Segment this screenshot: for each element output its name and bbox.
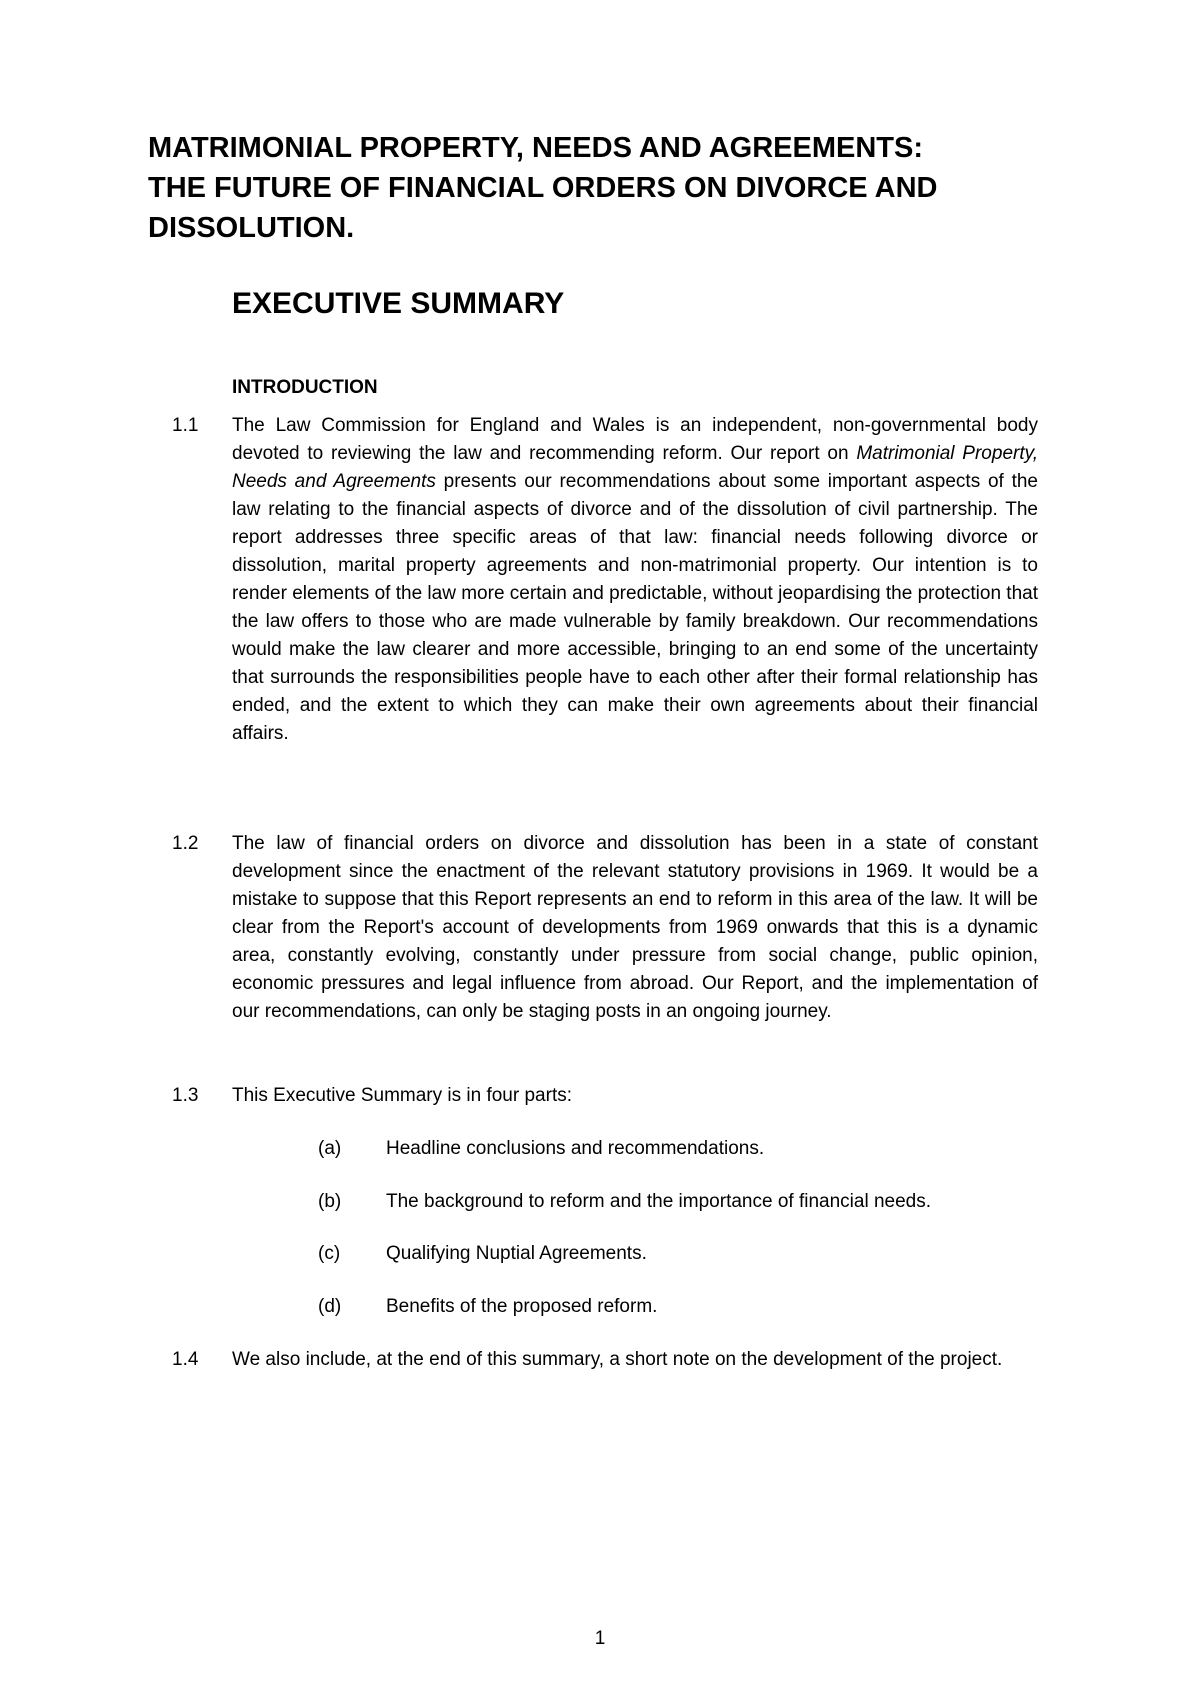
- paragraph-text: [232, 412, 1038, 748]
- list-item-text: Qualifying Nuptial Agreements.: [386, 1243, 647, 1264]
- report-title-italic: Matrimonial Property, Needs and Agreements: [232, 443, 1038, 492]
- paragraph-text: We also include, at the end of this summary, a short note on the development of the project.: [232, 1349, 1003, 1370]
- executive-summary-heading: EXECUTIVE SUMMARY: [232, 287, 565, 320]
- paragraph-number: 1.4: [172, 1349, 199, 1370]
- document-title: MATRIMONIAL PROPERTY, NEEDS AND AGREEMENTS: THE FUTURE OF FINANCIAL ORDERS ON DIVORCE AND DISSOLUTION.: [148, 132, 938, 244]
- list-item-label: (c): [318, 1243, 341, 1264]
- list-item-label: (d): [318, 1296, 342, 1317]
- paragraph-text-part: presents our recommendations about some important aspects of the law relating to the financial aspects of divorce and of the dissolution of civil partnership. The report addresses three specific areas of that law: financial needs following divorce or dissolution, marital property agreements and non-matrimonial property. Our intention is to render elements of the law more certain and predictable, without jeopardising the protection that the law offers to those who are made vulnerable by family breakdown. Our recommendations would make the law clearer and more accessible, bringing to an end some of the uncertainty that surrounds the responsibilities people have to each other after their formal relationship has ended, and the extent to which they can make their own agreements about their financial affairs.: [232, 471, 1038, 744]
- list-item-text: Headline conclusions and recommendations.: [386, 1138, 765, 1159]
- paragraph-number: 1.2: [172, 833, 199, 854]
- list-item-label: (b): [318, 1191, 342, 1212]
- page-number: 1: [594, 1628, 606, 1649]
- paragraph-text: This Executive Summary is in four parts:: [232, 1085, 572, 1106]
- paragraph-text-part: The Law Commission for England and Wales is an independent, non-governmental body devoted to reviewing the law and recommending reform. Our report on: [232, 415, 1038, 464]
- introduction-heading: INTRODUCTION: [232, 377, 378, 398]
- list-item-label: (a): [318, 1138, 342, 1159]
- list-item-text: The background to reform and the importance of financial needs.: [386, 1191, 931, 1212]
- paragraph-number: 1.3: [172, 1085, 199, 1106]
- paragraph-text: The law of financial orders on divorce and dissolution has been in a state of constant development since the enactment of the relevant statutory provisions in 1969. It would be a mistake to suppose that this Report represents an end to reform in this area of the law. It will be clear from the Report's account of developments from 1969 onwards that this is a dynamic area, constantly evolving, constantly under pressure from social change, public opinion, economic pressures and legal influence from abroad. Our Report, and the implementation of our recommendations, can only be staging posts in an ongoing journey.: [232, 833, 1038, 1022]
- list-item-text: Benefits of the proposed reform.: [386, 1296, 658, 1317]
- paragraph-number: 1.1: [172, 415, 199, 436]
